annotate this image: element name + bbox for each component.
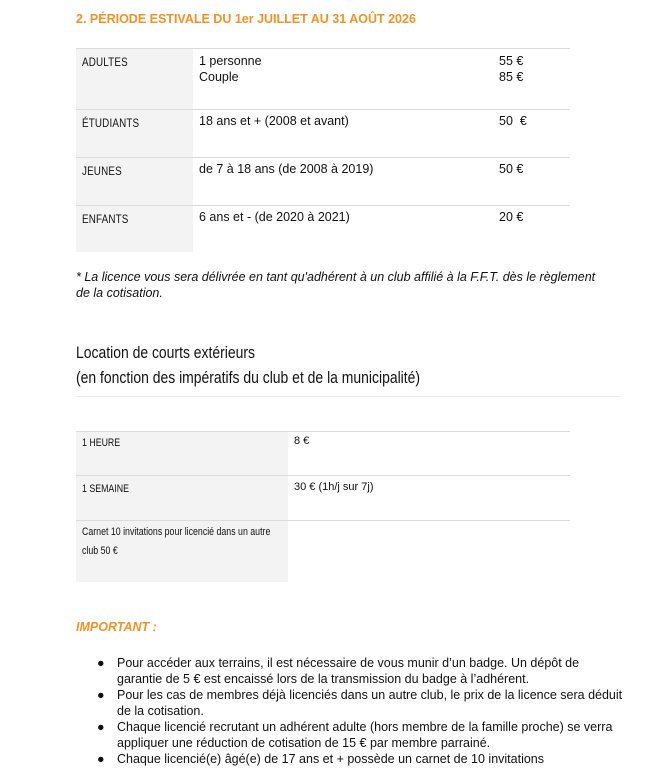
table-divider [76, 109, 570, 110]
rental-value: 30 € (1h/j sur 7j) [294, 481, 374, 493]
category-etudiants: ÉTUDIANTS [82, 116, 140, 130]
rental-label: club 50 € [82, 545, 118, 557]
heading-divider [76, 396, 622, 397]
pricing-price: 20 € [499, 210, 524, 224]
pricing-desc: Couple [199, 70, 239, 84]
pricing-price: 50 € [499, 114, 527, 128]
category-adultes: ADULTES [82, 55, 128, 69]
table-divider [76, 520, 570, 521]
list-item: ● Chaque licencié(e) âgé(e) de 17 ans et + possède un carnet de 10 invitations [97, 752, 545, 766]
category-jeunes: JEUNES [82, 164, 122, 178]
category-enfants: ENFANTS [82, 212, 129, 226]
pricing-price: 85 € [499, 70, 524, 84]
list-item: ● Pour accéder aux terrains, il est nécessaire de vous munir d’un badge. Un dépôt de garantie de 5 € est encaissé lors de la transmission du badge à l’adhérent. [97, 656, 580, 686]
important-list [97, 655, 627, 767]
list-item: ● Chaque licencié recrutant un adhérent adulte (hors membre de la famille proche) se verra appliquer une réduction de cotisation de 15 € par membre parrainé. [97, 720, 613, 750]
rental-label: Carnet 10 invitations pour licencié dans un autre [82, 526, 271, 538]
list-item: ● Pour les cas de membres déjà licenciés dans un autre club, le prix de la licence sera déduit de la cotisation. [97, 688, 623, 718]
license-note: * La licence vous sera délivrée en tant qu'adhérent à un club affilié à la F.F.T. dès le règlement de la cotisation. [76, 270, 596, 300]
table-divider [76, 205, 570, 206]
rental-label: 1 SEMAINE [82, 483, 129, 495]
pricing-desc: 6 ans et - (de 2020 à 2021) [199, 210, 350, 224]
rental-value: 8 € [294, 435, 310, 447]
pricing-price: 55 € [499, 54, 524, 68]
important-label: IMPORTANT : [76, 620, 157, 634]
table-divider [76, 475, 570, 476]
section-title: 2. PÉRIODE ESTIVALE DU 1er JUILLET AU 31 AOÛT 2026 [76, 12, 416, 26]
rental-heading: Location de courts extérieurs [76, 343, 256, 362]
rental-label-column [76, 432, 288, 582]
bullet-icon: ● [97, 752, 105, 766]
pricing-price: 50 € [499, 162, 524, 176]
rental-label: 1 HEURE [82, 437, 121, 449]
bullet-icon: ● [97, 720, 105, 734]
bullet-icon: ● [97, 688, 105, 702]
rental-subheading: (en fonction des impératifs du club et de la municipalité) [76, 368, 421, 387]
table-divider [76, 157, 570, 158]
pricing-desc: 1 personne [199, 54, 262, 68]
pricing-desc: 18 ans et + (2008 et avant) [199, 114, 349, 128]
bullet-icon: ● [97, 656, 105, 670]
pricing-desc: de 7 à 18 ans (de 2008 à 2019) [199, 162, 374, 176]
